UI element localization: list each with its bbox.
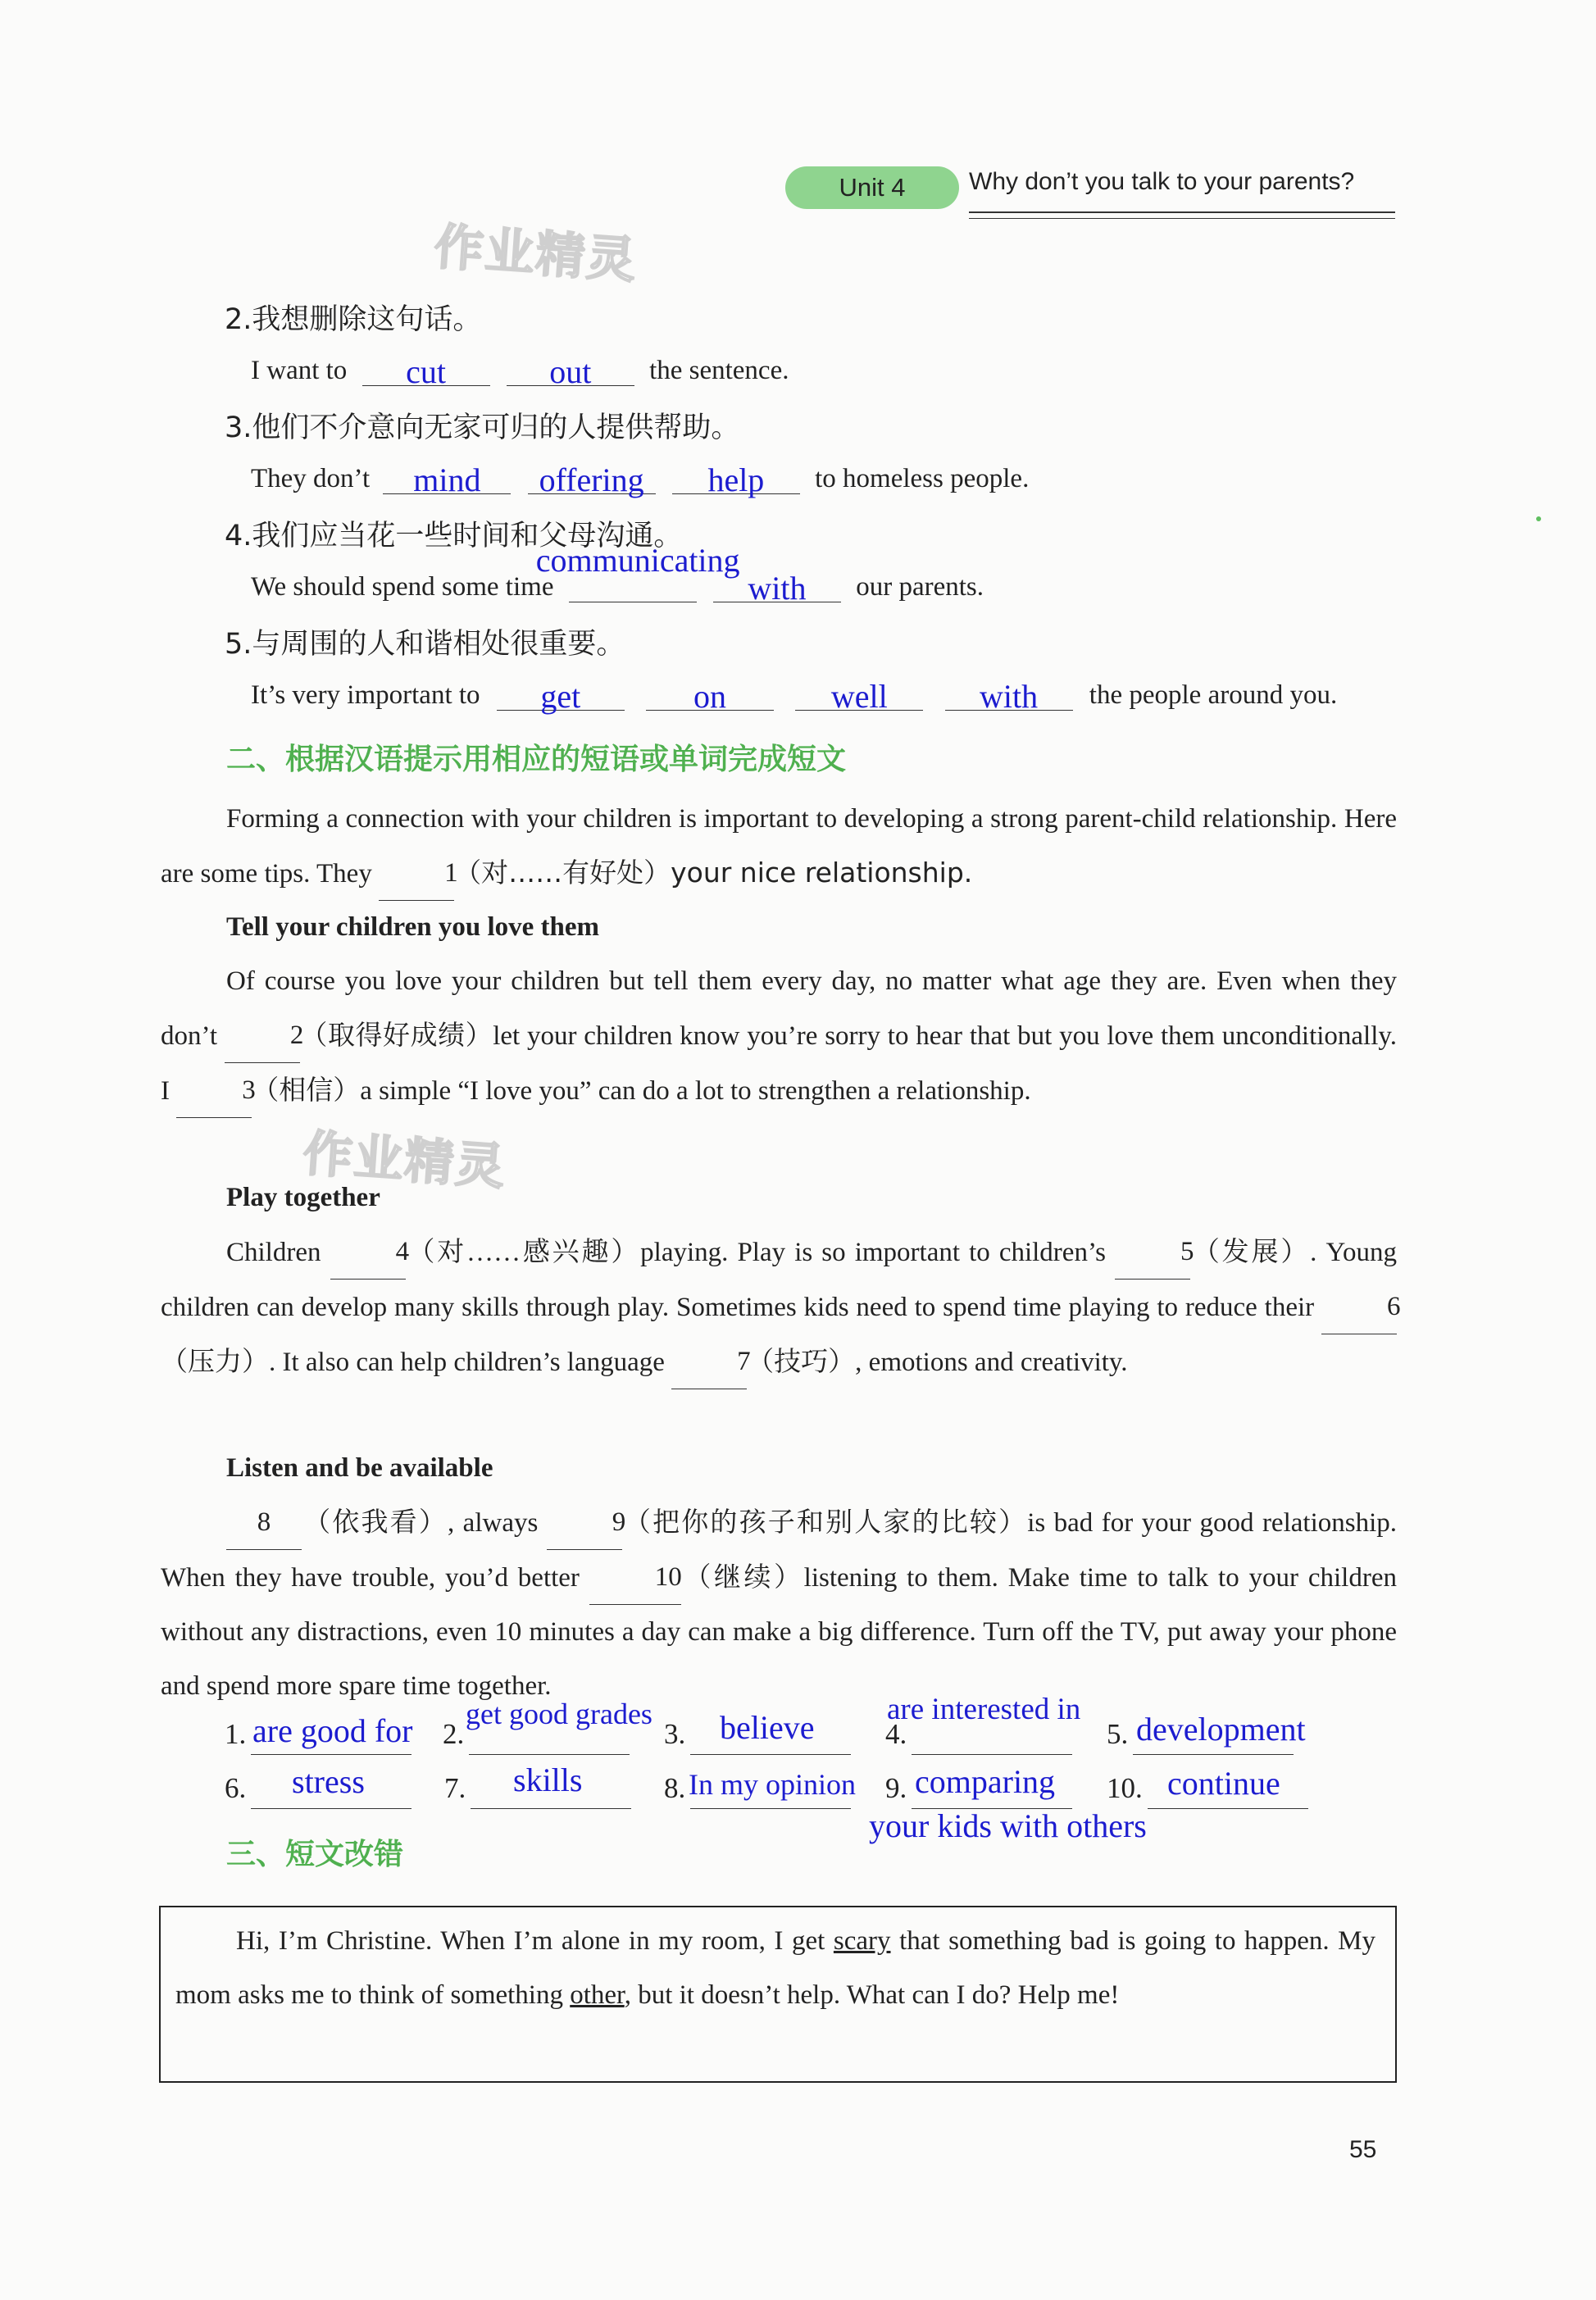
subheading-1: Tell your children you love them	[226, 912, 600, 942]
q5-blank-2[interactable]	[646, 677, 774, 715]
answer-label-10: 10.	[1107, 1772, 1143, 1804]
error-word-other[interactable]: other	[570, 1980, 625, 2010]
q2-chinese: 2.我想删除这句话。	[225, 303, 482, 336]
answer-line-10[interactable]	[1148, 1808, 1308, 1809]
answer-3: believe	[720, 1709, 815, 1746]
q5-blank-3[interactable]	[795, 677, 923, 715]
passage-text: （把你的孩子和别人家的比较）is bad for your good relationship. When they have trouble, you’d better	[161, 1508, 1397, 1593]
answer-line-4[interactable]	[912, 1754, 1072, 1755]
unit-badge: Unit 4	[785, 166, 959, 209]
q4-pre: We should spend some time	[251, 572, 554, 602]
q2-answer-2: out	[549, 353, 592, 390]
q2-english	[251, 352, 789, 390]
q3-blank-2[interactable]	[528, 461, 656, 498]
passage-text: （对……有好处）your nice relationship.	[454, 857, 973, 889]
passage-text: （继续）listening to them. Make time to talk to your children without any distractions, even 10 minutes a day can make a big difference. Turn off the TV, put away your phone and spend more spare time together.	[161, 1563, 1397, 1701]
passage-paragraph-3	[161, 1225, 1401, 1389]
passage-text: , but it doesn’t help. What can I do? Help me!	[624, 1980, 1120, 2010]
subheading-3: Listen and be available	[226, 1453, 493, 1483]
header-rule	[969, 218, 1395, 219]
section-title-3: 三、短文改错	[226, 1838, 404, 1871]
q4-answer-2: with	[748, 570, 807, 607]
section-title-2: 二、根据汉语提示用相应的短语或单词完成短文	[226, 743, 847, 776]
correction-passage	[175, 1914, 1375, 2022]
q2-post: the sentence.	[649, 356, 789, 385]
passage-text: （依我看）, always	[302, 1508, 547, 1538]
q5-post: the people around you.	[1089, 680, 1338, 710]
q5-answer-3: well	[830, 678, 888, 715]
answer-line-8[interactable]	[690, 1808, 851, 1809]
passage-text: Hi, I’m Christine. When I’m alone in my room, I get	[236, 1926, 834, 1956]
passage-text: （技巧）, emotions and creativity.	[747, 1348, 1128, 1377]
answer-1: are good for	[252, 1712, 413, 1749]
q4-blank-2[interactable]	[713, 569, 841, 607]
blank-number: 10	[654, 1562, 682, 1592]
watermark: 作业精灵	[432, 218, 639, 290]
passage-paragraph-4	[161, 1495, 1397, 1713]
passage-paragraph-1	[161, 792, 1397, 901]
passage-text: that something bad is going to happen. My mom asks me to think of something	[175, 1926, 1376, 2010]
q3-answer-2: offering	[539, 461, 644, 498]
passage-blank-9[interactable]	[547, 1495, 626, 1550]
q5-answer-4: with	[979, 678, 1039, 715]
answer-10: continue	[1167, 1765, 1280, 1802]
answer-label-4: 4.	[885, 1718, 907, 1750]
answer-6: stress	[292, 1763, 365, 1800]
answer-label-2: 2.	[443, 1718, 465, 1750]
blank-number: 5	[1180, 1237, 1194, 1266]
answer-label-1: 1.	[225, 1718, 247, 1750]
unit-title: Why don’t you talk to your parents?	[969, 168, 1355, 195]
q3-blank-1[interactable]	[383, 461, 511, 498]
blank-number: 1	[444, 858, 458, 888]
error-word-scary[interactable]: scary	[833, 1926, 891, 1956]
q5-pre: It’s very important to	[251, 680, 480, 710]
answer-5: development	[1136, 1711, 1306, 1748]
q2-blank-1[interactable]	[362, 352, 490, 390]
answer-2: get good grades	[466, 1698, 652, 1730]
q4-post: our parents.	[856, 572, 984, 602]
watermark: 作业精灵	[301, 1125, 508, 1197]
answer-line-3[interactable]	[690, 1754, 851, 1755]
q4-answer-1: communicating	[535, 542, 740, 579]
q3-chinese: 3.他们不介意向无家可归的人提供帮助。	[225, 411, 740, 444]
q4-blank-1[interactable]	[535, 542, 740, 602]
answer-9-continued: your kids with others	[869, 1807, 1147, 1844]
passage-text: （取得好成绩）let your children know you’re sorry to hear that but you love them unconditionally. I	[161, 1021, 1397, 1106]
passage-blank-7[interactable]	[671, 1334, 751, 1389]
passage-blank-6[interactable]	[1321, 1280, 1401, 1334]
answer-line-6[interactable]	[251, 1808, 412, 1809]
passage-blank-4[interactable]	[330, 1225, 410, 1280]
answer-line-5[interactable]	[1133, 1754, 1294, 1755]
answer-label-3: 3.	[664, 1718, 686, 1750]
answer-line-2[interactable]	[469, 1754, 630, 1755]
q3-english	[251, 461, 1030, 498]
passage-blank-1[interactable]	[379, 846, 458, 901]
answer-label-8: 8.	[664, 1772, 686, 1804]
q5-answer-2: on	[693, 678, 727, 715]
q3-blank-3[interactable]	[672, 461, 800, 498]
passage-paragraph-2	[161, 954, 1397, 1118]
answer-8: In my opinion	[689, 1768, 856, 1801]
answer-4: are interested in	[887, 1693, 1081, 1726]
passage-blank-8[interactable]	[226, 1495, 302, 1550]
blank-number: 4	[395, 1237, 410, 1266]
answer-line-7[interactable]	[471, 1808, 631, 1809]
blank-number: 2	[289, 1020, 304, 1050]
answer-label-6: 6.	[225, 1772, 247, 1804]
page-number: 55	[1349, 2136, 1377, 2163]
passage-blank-5[interactable]	[1115, 1225, 1194, 1280]
passage-text: Children	[226, 1238, 330, 1267]
answer-label-7: 7.	[444, 1772, 466, 1804]
passage-blank-10[interactable]	[589, 1550, 681, 1605]
q3-pre: They don’t	[251, 464, 371, 493]
blank-number: 7	[737, 1347, 751, 1376]
blank-number: 6	[1387, 1292, 1401, 1321]
passage-text: （压力）. It also can help children’s language	[161, 1348, 672, 1377]
passage-blank-3[interactable]	[176, 1063, 256, 1118]
correction-box	[159, 1906, 1397, 2083]
blank-number: 3	[242, 1075, 256, 1105]
passage-text: Of course you love your children but tell them every day, no matter what age they are. Even when they don’t	[161, 966, 1397, 1051]
q5-blank-4[interactable]	[945, 677, 1073, 715]
q5-blank-1[interactable]	[497, 677, 625, 715]
q5-english	[251, 677, 1338, 715]
passage-text: Forming a connection with your children is important to developing a strong parent-child relationship. Here are some tips. They	[161, 804, 1397, 889]
q5-answer-1: get	[540, 678, 581, 715]
q3-answer-3: help	[707, 461, 765, 498]
header-rule	[969, 211, 1395, 213]
answer-label-5: 5.	[1107, 1718, 1129, 1750]
answer-7: skills	[513, 1761, 583, 1798]
passage-text: （相信）a simple “I love you” can do a lot to strengthen a relationship.	[252, 1076, 1031, 1106]
q4-chinese: 4.我们应当花一些时间和父母沟通。	[225, 520, 683, 552]
q4-english	[251, 542, 984, 607]
decor-dot	[1536, 516, 1541, 521]
subheading-2: Play together	[226, 1183, 380, 1212]
q5-chinese: 5.与周围的人和谐相处很重要。	[225, 628, 625, 661]
passage-text: （发展）. Young children can develop many skills through play. Sometimes kids need to spend time playing to reduce their	[161, 1238, 1397, 1322]
q2-answer-1: cut	[406, 353, 446, 390]
q3-post: to homeless people.	[815, 464, 1030, 493]
answer-label-9: 9.	[885, 1772, 907, 1804]
blank-number: 8	[257, 1507, 271, 1537]
passage-text: （对……感兴趣）playing. Play is so important to children’s	[405, 1238, 1116, 1267]
q2-blank-2[interactable]	[507, 352, 634, 390]
blank-number: 9	[612, 1507, 626, 1537]
q3-answer-1: mind	[413, 461, 481, 498]
q2-pre: I want to	[251, 356, 348, 385]
passage-blank-2[interactable]	[225, 1008, 304, 1063]
answer-line-1[interactable]	[251, 1754, 412, 1755]
answer-9: comparing	[915, 1763, 1056, 1800]
